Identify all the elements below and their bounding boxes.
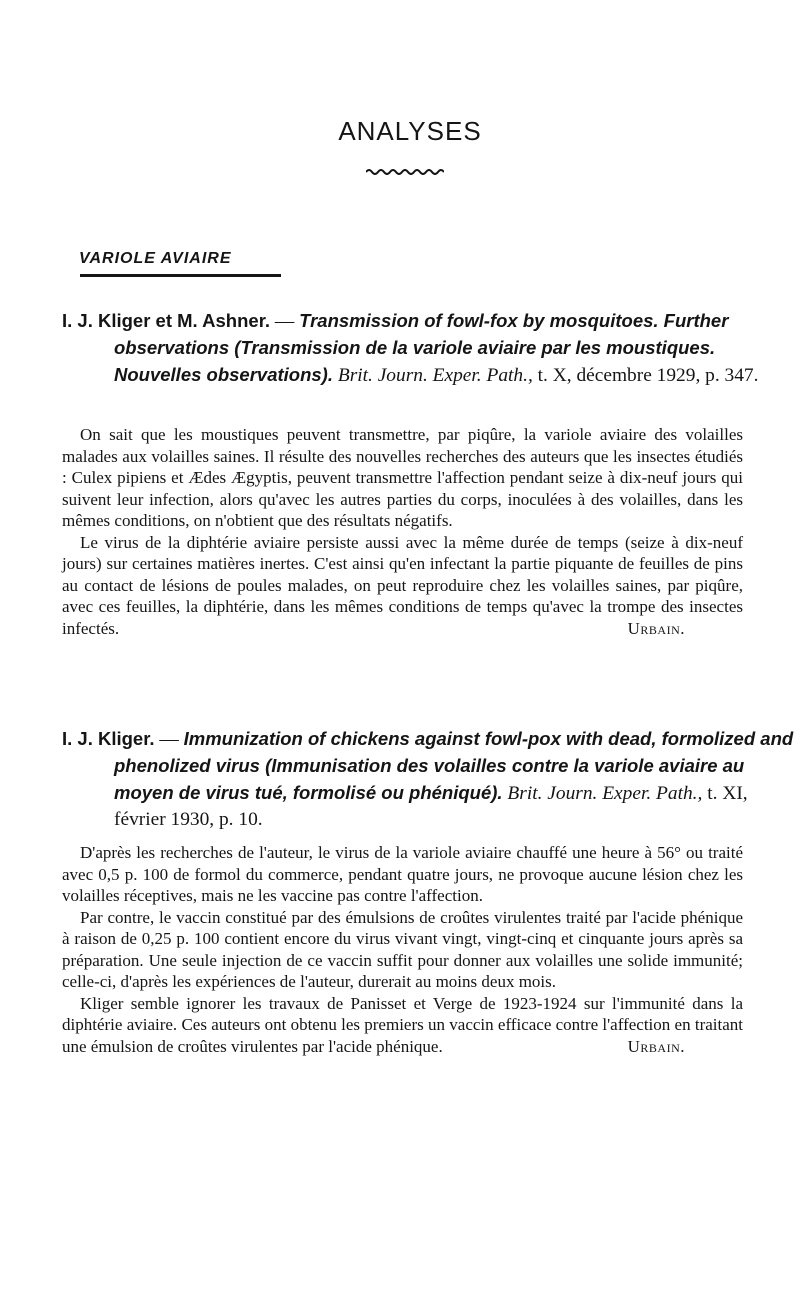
article-authors: I. J. Kliger et M. Ashner. [62, 310, 271, 331]
paragraph: Par contre, le vaccin constitué par des émulsions de croûtes virulentes traité par l'acide phénique à raison de 0,25 p. 100 contient encore du virus vivant vingt, vingt-cinq et cinquante jours après sa préparation. Une seule injection de ce vaccin suffit pour donner aux volailles une solide immunité; celle-ci, d'après les expériences de l'auteur, durerait au moins deux mois. [62, 907, 743, 991]
signature: Urbain. [627, 618, 685, 638]
article-reference: I. J. Kliger et M. Ashner. — Transmission of fowl-fox by mosquitoes. Further observations (Transmission de la variole aviaire par les moustiques. Nouvelles observations). Brit. Journ. Exper. Path., t. X, décembre 1929, p. 347. [62, 310, 759, 386]
decorative-ornament-icon [366, 167, 444, 177]
article-body [62, 424, 743, 639]
article-title: Transmission of fowl-fox by mosquitoes. Further observations (Transmission de la variole aviaire par les moustiques. Nouvelles observations). [114, 310, 729, 385]
page-title: ANALYSES [338, 116, 482, 146]
article-reference: I. J. Kliger. — Immunization of chickens against fowl-pox with dead, formolized and phenolized virus (Immunisation des volailles contre la variole aviaire au moyen de virus tué, formolisé ou phéniqué). Brit. Journ. Exper. Path., t. XI, février 1930, p. 10. [62, 728, 794, 830]
journal-name: Brit. Journ. Exper. Path., [337, 365, 533, 386]
section-underline [80, 274, 281, 277]
paragraph: Le virus de la diphtérie aviaire persiste aussi avec la même durée de temps (seize à dix-neuf jours) sur certaines matières inertes. C'est ainsi qu'en infectant la partie piquante de feuilles de pins au contact de lésions de poules malades, on peut reproduire chez les volailles saines, par piqûre, avec ces feuilles, la diphtérie, dans les mêmes conditions de temps qu'avec la trompe des insectes infectés. Urbain. [62, 532, 743, 638]
journal-ref: t. XI, février 1930, p. 10. [114, 783, 748, 830]
signature: Urbain. [627, 1036, 685, 1056]
article-body [62, 842, 743, 1057]
paragraph: D'après les recherches de l'auteur, le virus de la variole aviaire chauffé une heure à 56° ou traité avec 0,5 p. 100 de formol du commerce, pendant quatre jours, ne provoque aucune lésion chez les volailles réceptives, mais ne les vaccine pas contre l'affection. [62, 843, 743, 905]
paragraph: On sait que les moustiques peuvent transmettre, par piqûre, la variole aviaire des volailles malades aux volailles saines. Il résulte des nouvelles recherches des auteurs que les insectes étudiés : Culex pipiens et Ædes Ægyptis, peuvent transmettre l'affection pendant seize à dix-neuf jours qui suivent leur infection, alors qu'avec les autres parties du corps, inoculées à des volailles, dans les mêmes conditions, on n'obtient que des résultats négatifs. [62, 425, 743, 530]
journal-name: Brit. Journ. Exper. Path., [507, 783, 703, 804]
paragraph: Kliger semble ignorer les travaux de Panisset et Verge de 1923-1924 sur l'immunité dans la diphtérie aviaire. Ces auteurs ont obtenu les premiers un vaccin efficace contre l'affection en traitant une émulsion de croûtes virulentes par l'acide phénique. Urbain. [62, 993, 743, 1056]
section-heading: VARIOLE AVIAIRE [79, 250, 232, 267]
journal-ref: t. X, décembre 1929, p. 347. [537, 365, 759, 386]
article-authors: I. J. Kliger. [62, 728, 155, 749]
article-title: Immunization of chickens against fowl-pox with dead, formolized and phenolized virus (Immunisation des volailles contre la variole aviaire au moyen de virus tué, formolisé ou phéniqué). [114, 728, 794, 803]
